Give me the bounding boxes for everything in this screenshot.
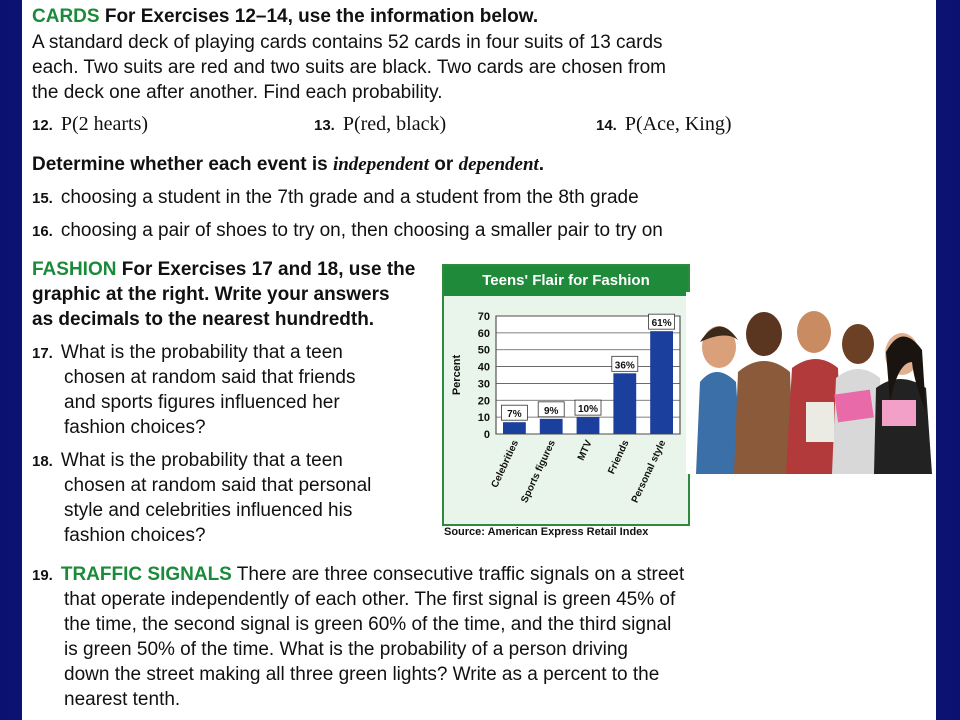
chart-plot — [444, 296, 688, 524]
exercise-19-line-6: nearest tenth. — [64, 689, 181, 710]
y-tick-label: 60 — [477, 327, 490, 340]
bar — [650, 331, 673, 434]
fashion-intro-2: graphic at the right. Write your answers — [32, 284, 390, 305]
y-tick-label: 10 — [477, 412, 490, 425]
exercise-16-number: 16. — [32, 223, 53, 240]
exercise-15-number: 15. — [32, 190, 53, 207]
data-label: 7% — [507, 409, 522, 421]
exercise-17-number: 17. — [32, 345, 53, 362]
exercise-18-line-3: style and celebrities influenced his — [64, 500, 353, 521]
exercise-17-line-3: and sports figures influenced her — [64, 392, 340, 413]
teens-photo — [686, 292, 936, 474]
exercise-12 — [32, 112, 148, 138]
y-tick-label: 30 — [477, 378, 490, 391]
indep-prompt-dependent: dependent — [458, 154, 539, 175]
cards-line-2: each. Two suits are red and two suits are black. Two cards are chosen from — [32, 57, 666, 78]
cards-intro — [32, 4, 538, 29]
exercise-19-number: 19. — [32, 567, 53, 584]
exercise-17-text-1: What is the probability that a teen — [60, 342, 343, 363]
exercise-19-line-4: is green 50% of the time. What is the probability of a person driving — [64, 639, 628, 660]
cards-line-1: A standard deck of playing cards contains 52 cards in four suits of 13 cards — [32, 32, 663, 53]
x-tick-label: MTV — [575, 438, 595, 463]
data-label: 9% — [543, 405, 559, 417]
exercise-18-number: 18. — [32, 453, 53, 470]
bar — [613, 373, 636, 434]
exercise-18-line-2: chosen at random said that personal — [64, 475, 372, 496]
indep-prompt — [32, 152, 544, 177]
y-tick-label: 40 — [477, 361, 490, 374]
exercise-12-text: P(2 hearts) — [60, 113, 149, 135]
exercise-15-text: choosing a student in the 7th grade and a student from the 8th grade — [60, 187, 639, 208]
exercise-17-line-2: chosen at random said that friends — [64, 367, 356, 388]
exercise-13 — [314, 112, 446, 138]
exercise-19-line-2: that operate independently of each other. The first signal is green 45% of — [64, 589, 676, 610]
indep-prompt-end: . — [538, 154, 545, 175]
exercise-16-text: choosing a pair of shoes to try on, then choosing a smaller pair to try on — [60, 220, 663, 241]
x-tick-label: Celebrities — [489, 438, 522, 490]
exercise-14 — [596, 112, 732, 138]
data-label: 36% — [614, 360, 635, 372]
chart-title: Teens' Flair for Fashion — [444, 266, 688, 296]
exercise-19-line-3: the time, the second signal is green 60% of the time, and the third signal — [64, 614, 672, 635]
cards-line-3: the deck one after another. Find each probability. — [32, 82, 443, 103]
y-tick-label: 0 — [483, 429, 490, 441]
data-label: 10% — [577, 404, 599, 416]
exercise-18-line-1 — [32, 448, 343, 474]
indep-prompt-a: Determine whether each event is — [32, 154, 333, 175]
fashion-intro-3: as decimals to the nearest hundredth. — [32, 309, 375, 330]
exercise-15 — [32, 185, 639, 211]
exercise-14-text: P(Ace, King) — [624, 113, 732, 135]
exercise-18-line-4: fashion choices? — [64, 525, 206, 546]
y-tick-label: 70 — [477, 311, 490, 323]
fashion-intro-text-1: For Exercises 17 and 18, use the — [121, 259, 416, 280]
exercise-17-line-1 — [32, 340, 343, 366]
exercise-19-line-5: down the street making all three green lights? Write as a percent to the — [64, 664, 660, 685]
indep-prompt-independent: independent — [332, 154, 430, 175]
textbook-page — [22, 0, 936, 720]
y-tick-label: 50 — [477, 344, 490, 357]
fashion-intro-1 — [32, 257, 415, 282]
y-axis-label: Percent — [451, 354, 463, 396]
chart-source: Source: American Express Retail Index — [444, 526, 649, 538]
indep-prompt-or: or — [429, 154, 459, 175]
traffic-heading: TRAFFIC SIGNALS — [60, 564, 232, 585]
cards-intro-text: For Exercises 12–14, use the information below. — [104, 6, 539, 27]
bar — [503, 422, 526, 434]
exercise-13-number: 13. — [314, 117, 335, 134]
cards-heading: CARDS — [32, 6, 100, 27]
exercise-16 — [32, 218, 663, 244]
x-tick-label: Personal style — [629, 438, 669, 505]
exercise-12-number: 12. — [32, 117, 53, 134]
x-tick-label: Friends — [606, 438, 632, 477]
exercise-19-text-1: There are three consecutive traffic signals on a street — [236, 564, 685, 585]
y-tick-label: 20 — [477, 395, 490, 408]
fashion-heading: FASHION — [32, 259, 117, 280]
exercise-18-text-1: What is the probability that a teen — [60, 450, 343, 471]
exercise-19-line-1 — [32, 562, 684, 588]
fashion-chart — [442, 264, 690, 526]
exercise-17-line-4: fashion choices? — [64, 417, 206, 438]
exercise-13-text: P(red, black) — [342, 113, 447, 135]
x-tick-label: Sports figures — [519, 438, 558, 505]
bar — [540, 419, 563, 434]
exercise-14-number: 14. — [596, 117, 617, 134]
data-label: 61% — [651, 318, 672, 330]
bar — [577, 417, 600, 434]
